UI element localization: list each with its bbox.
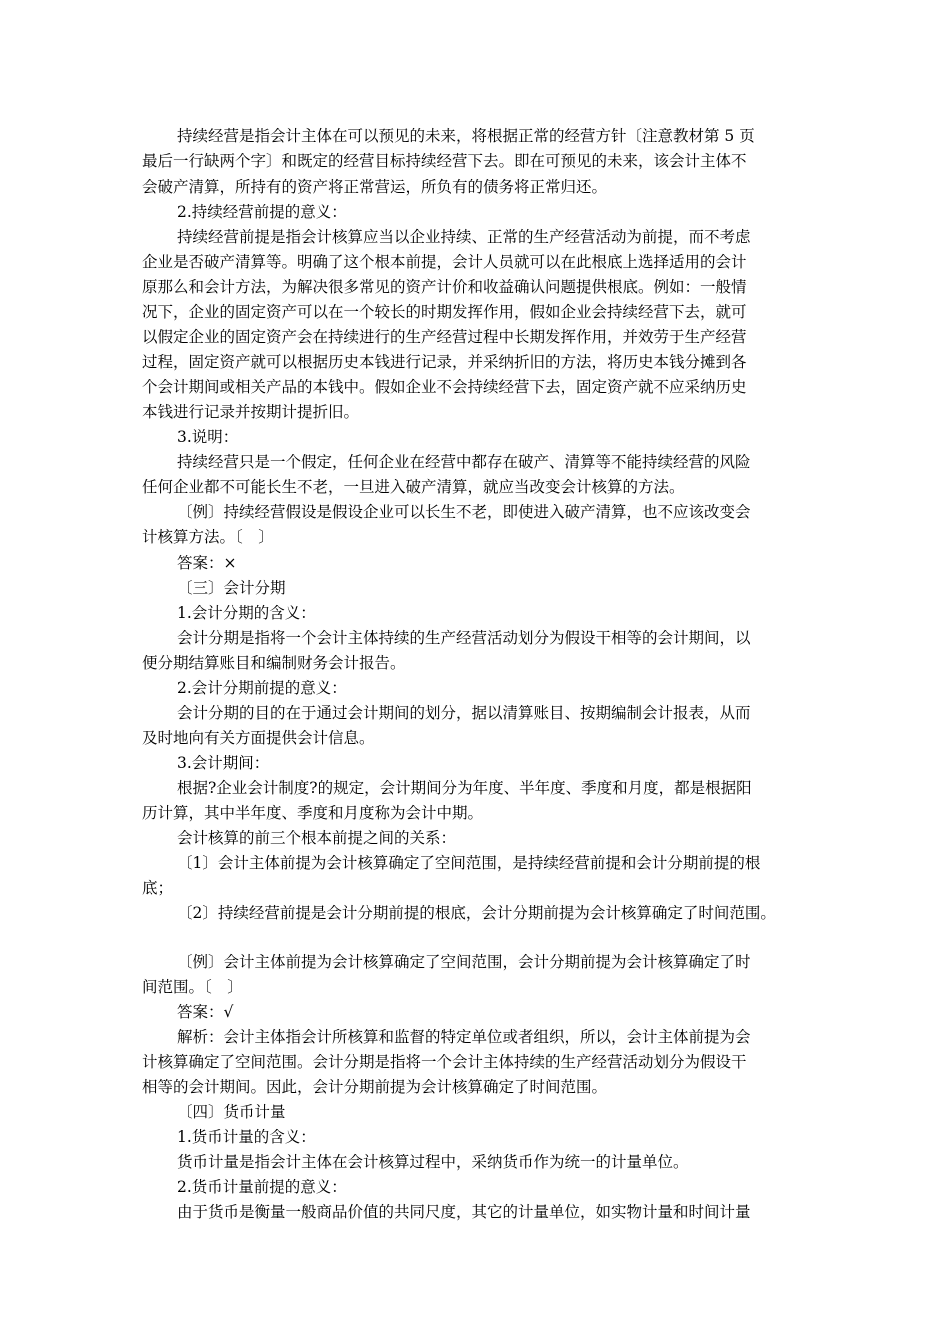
section-heading: 3.会计期间：: [177, 754, 270, 772]
text-line: 本钱进行记录并按期计提折旧。: [142, 403, 360, 421]
text-line: 历计算，其中半年度、季度和月度称为会计中期。: [142, 804, 484, 822]
text-line: 底；: [142, 879, 174, 897]
text-line: 及时地向有关方面提供会计信息。: [142, 729, 375, 747]
text-line: 会破产清算，所持有的资产将正常营运，所负有的债务将正常归还。: [142, 178, 608, 196]
text-line: 持续经营是指会计主体在可以预见的未来，将根据正常的经营方针〔注意教材第 5 页: [177, 127, 755, 145]
section-heading: 1.货币计量的含义：: [177, 1128, 316, 1146]
text-line: 会计核算的前三个根本前提之间的关系：: [177, 829, 457, 847]
text-line: 便分期结算账目和编制财务会计报告。: [142, 654, 406, 672]
answer-line: 答案：√: [177, 1003, 234, 1021]
text-line: 计核算方法。〔 〕: [142, 528, 274, 546]
text-line: 企业是否破产清算等。明确了这个根本前提，会计人员就可以在此根底上选择适用的会计: [142, 253, 747, 271]
text-line: 〔2〕持续经营前提是会计分期前提的根底，会计分期前提为会计核算确定了时间范围。: [177, 904, 776, 922]
example-line: 〔例〕持续经营假设是假设企业可以长生不老，即使进入破产清算，也不应该改变会: [177, 503, 751, 521]
text-line: 间范围。〔 〕: [142, 978, 243, 996]
text-line: 个会计期间或相关产品的本钱中。假如企业不会持续经营下去，固定资产就不应采纳历史: [142, 378, 747, 396]
text-line: 相等的会计期间。因此，会计分期前提为会计核算确定了时间范围。: [142, 1078, 608, 1096]
example-line: 〔例〕会计主体前提为会计核算确定了空间范围，会计分期前提为会计核算确定了时: [177, 953, 751, 971]
text-line: 根据?企业会计制度?的规定，会计期间分为年度、半年度、季度和月度，都是根据阳: [177, 779, 752, 797]
text-line: 况下，企业的固定资产可以在一个较长的时期发挥作用，假如企业会持续经营下去，就可: [142, 303, 747, 321]
section-heading: 〔四〕货币计量: [177, 1103, 286, 1121]
text-line: 以假定企业的固定资产会在持续进行的生产经营过程中长期发挥作用，并效劳于生产经营: [142, 328, 747, 346]
text-line: 解析：会计主体指会计所核算和监督的特定单位或者组织，所以，会计主体前提为会: [177, 1028, 751, 1046]
answer-line: 答案：×: [177, 554, 237, 572]
section-heading: 3.说明：: [177, 428, 239, 446]
section-heading: 1.会计分期的含义：: [177, 604, 316, 622]
text-line: 〔1〕会计主体前提为会计核算确定了空间范围，是持续经营前提和会计分期前提的根: [177, 854, 761, 872]
text-line: 任何企业都不可能长生不老，一旦进入破产清算，就应当改变会计核算的方法。: [142, 478, 685, 496]
section-heading: 2.会计分期前提的意义：: [177, 679, 347, 697]
section-heading: 2.货币计量前提的意义：: [177, 1178, 347, 1196]
text-line: 会计分期的目的在于通过会计期间的划分，据以清算账目、按期编制会计报表，从而: [177, 704, 751, 722]
text-line: 计核算确定了空间范围。会计分期是指将一个会计主体持续的生产经营活动划分为假设干: [142, 1053, 747, 1071]
text-line: 原那么和会计方法，为解决很多常见的资产计价和收益确认问题提供根底。例如：一般情: [142, 278, 747, 296]
text-line: 由于货币是衡量一般商品价值的共同尺度，其它的计量单位，如实物计量和时间计量: [177, 1203, 751, 1221]
text-line: 最后一行缺两个字〕和既定的经营目标持续经营下去。即在可预见的未来，该会计主体不: [142, 152, 747, 170]
section-heading: 〔三〕会计分期: [177, 579, 286, 597]
text-line: 会计分期是指将一个会计主体持续的生产经营活动划分为假设干相等的会计期间，以: [177, 629, 751, 647]
text-line: 持续经营前提是指会计核算应当以企业持续、正常的生产经营活动为前提，而不考虑: [177, 228, 751, 246]
text-line: 过程，固定资产就可以根据历史本钱进行记录，并采纳折旧的方法，将历史本钱分摊到各: [142, 353, 747, 371]
text-line: 货币计量是指会计主体在会计核算过程中，采纳货币作为统一的计量单位。: [177, 1153, 689, 1171]
text-line: 持续经营只是一个假定，任何企业在经营中都存在破产、清算等不能持续经营的风险: [177, 453, 751, 471]
section-heading: 2.持续经营前提的意义：: [177, 203, 347, 221]
